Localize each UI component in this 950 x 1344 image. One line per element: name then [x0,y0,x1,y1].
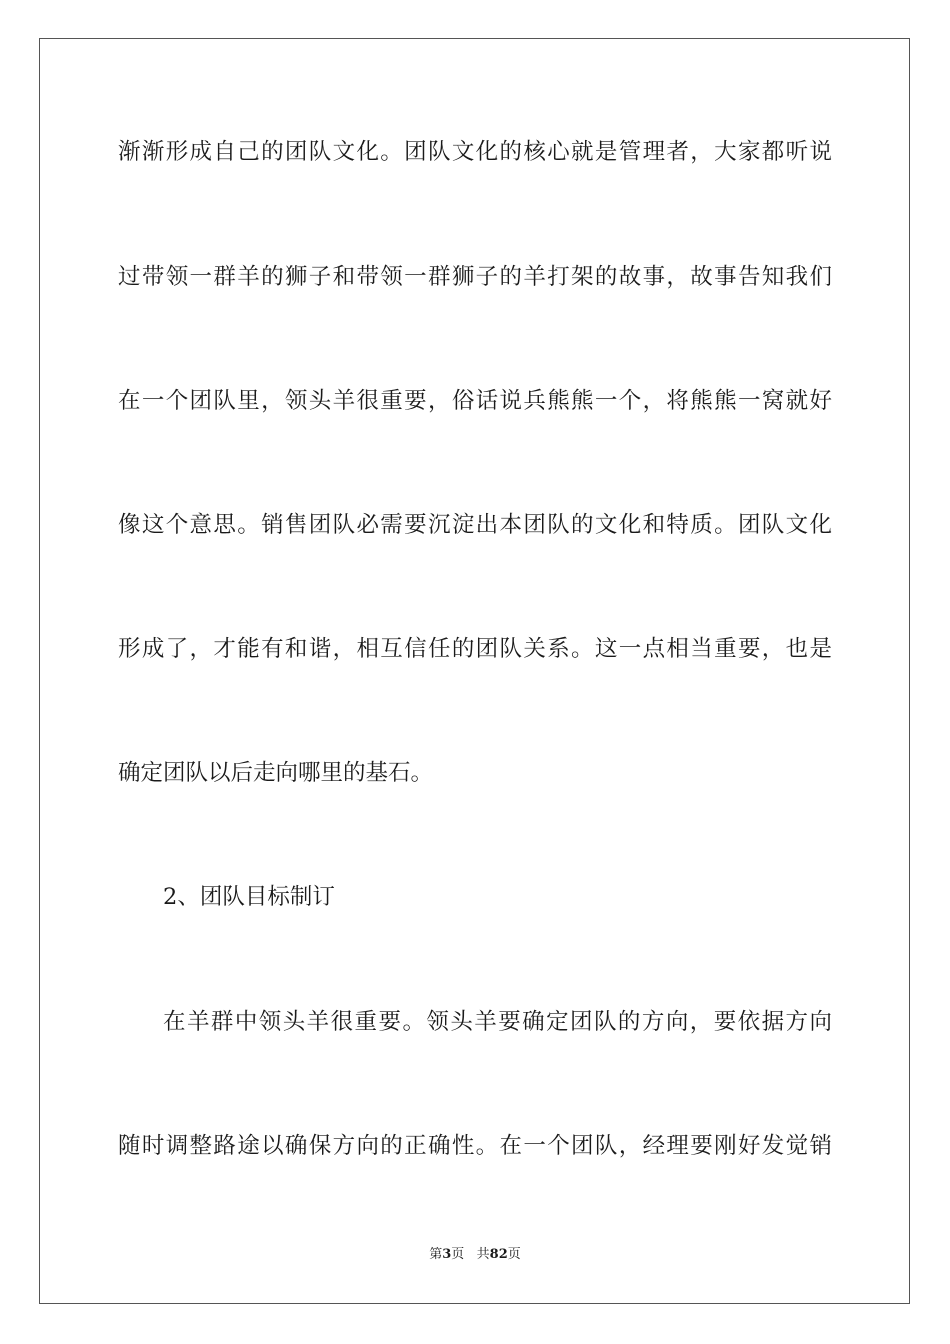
body-line-8: 随时调整路途以确保方向的正确性。在一个团队，经理要刚好发觉销 [118,1133,832,1159]
footer-mid: 页 共 [451,1247,490,1262]
footer-prefix: 第 [429,1247,443,1262]
footer-suffix: 页 [507,1247,521,1262]
footer-total-pages: 82 [489,1247,508,1262]
body-line-3: 在一个团队里，领头羊很重要，俗话说兵熊熊一个，将熊熊一窝就好 [118,388,832,414]
body-line-6: 确定团队以后走向哪里的基石。 [118,760,434,786]
page-footer [0,1246,950,1264]
body-line-1: 渐渐形成自己的团队文化。团队文化的核心就是管理者，大家都听说 [118,139,832,165]
page-frame [39,38,910,1304]
footer-page-number: 3 [442,1247,452,1262]
body-line-2: 过带领一群羊的狮子和带领一群狮子的羊打架的故事，故事告知我们 [118,264,832,290]
section-heading: 2、团队目标制订 [163,884,335,910]
body-line-4: 像这个意思。销售团队必需要沉淀出本团队的文化和特质。团队文化 [118,512,832,538]
body-line-5: 形成了，才能有和谐，相互信任的团队关系。这一点相当重要，也是 [118,636,832,662]
body-line-7: 在羊群中领头羊很重要。领头羊要确定团队的方向，要依据方向 [163,1009,832,1035]
